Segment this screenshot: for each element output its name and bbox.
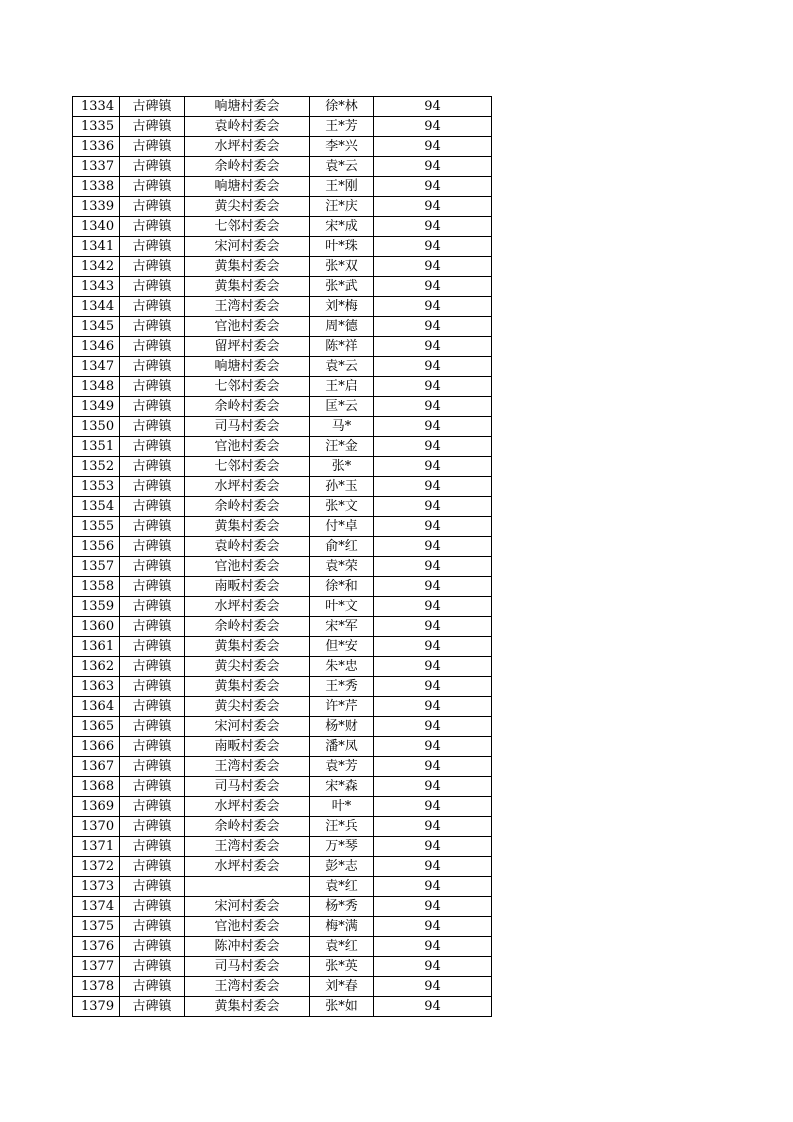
name-cell: 潘*凤 <box>310 737 374 757</box>
table-row <box>73 497 492 517</box>
town-cell: 古碑镇 <box>120 157 185 177</box>
row-number-cell: 1342 <box>73 257 120 277</box>
village-committee-cell: 余岭村委会 <box>185 817 310 837</box>
name-cell: 李*兴 <box>310 137 374 157</box>
name-cell: 陈*祥 <box>310 337 374 357</box>
table-row <box>73 617 492 637</box>
row-number-cell: 1338 <box>73 177 120 197</box>
table-row <box>73 137 492 157</box>
score-cell: 94 <box>374 657 492 677</box>
village-committee-cell: 响塘村委会 <box>185 97 310 117</box>
village-committee-cell: 官池村委会 <box>185 557 310 577</box>
row-number-cell: 1372 <box>73 857 120 877</box>
town-cell: 古碑镇 <box>120 377 185 397</box>
row-number-cell: 1349 <box>73 397 120 417</box>
score-cell: 94 <box>374 497 492 517</box>
name-cell: 周*德 <box>310 317 374 337</box>
row-number-cell: 1336 <box>73 137 120 157</box>
row-number-cell: 1362 <box>73 657 120 677</box>
row-number-cell: 1352 <box>73 457 120 477</box>
row-number-cell: 1343 <box>73 277 120 297</box>
village-committee-cell: 留坪村委会 <box>185 337 310 357</box>
score-cell: 94 <box>374 897 492 917</box>
score-cell: 94 <box>374 337 492 357</box>
village-committee-cell: 七邻村委会 <box>185 217 310 237</box>
town-cell: 古碑镇 <box>120 697 185 717</box>
row-number-cell: 1357 <box>73 557 120 577</box>
table-row <box>73 657 492 677</box>
row-number-cell: 1363 <box>73 677 120 697</box>
name-cell: 宋*成 <box>310 217 374 237</box>
score-cell: 94 <box>374 997 492 1017</box>
name-cell: 汪*金 <box>310 437 374 457</box>
row-number-cell: 1376 <box>73 937 120 957</box>
table-row <box>73 217 492 237</box>
village-committee-cell: 水坪村委会 <box>185 797 310 817</box>
table-row <box>73 437 492 457</box>
score-cell: 94 <box>374 797 492 817</box>
town-cell: 古碑镇 <box>120 977 185 997</box>
row-number-cell: 1375 <box>73 917 120 937</box>
town-cell: 古碑镇 <box>120 777 185 797</box>
table-row <box>73 577 492 597</box>
row-number-cell: 1371 <box>73 837 120 857</box>
village-committee-cell: 黄集村委会 <box>185 277 310 297</box>
town-cell: 古碑镇 <box>120 717 185 737</box>
name-cell: 王*芳 <box>310 117 374 137</box>
row-number-cell: 1358 <box>73 577 120 597</box>
row-number-cell: 1365 <box>73 717 120 737</box>
table-row <box>73 537 492 557</box>
village-committee-cell: 七邻村委会 <box>185 377 310 397</box>
town-cell: 古碑镇 <box>120 137 185 157</box>
village-committee-cell: 黄尖村委会 <box>185 197 310 217</box>
town-cell: 古碑镇 <box>120 857 185 877</box>
town-cell: 古碑镇 <box>120 737 185 757</box>
name-cell: 汪*兵 <box>310 817 374 837</box>
table-row <box>73 937 492 957</box>
name-cell: 朱*忠 <box>310 657 374 677</box>
score-cell: 94 <box>374 397 492 417</box>
name-cell: 袁*芳 <box>310 757 374 777</box>
table-row <box>73 777 492 797</box>
village-committee-cell: 王湾村委会 <box>185 757 310 777</box>
score-cell: 94 <box>374 537 492 557</box>
row-number-cell: 1339 <box>73 197 120 217</box>
table-row <box>73 897 492 917</box>
row-number-cell: 1340 <box>73 217 120 237</box>
town-cell: 古碑镇 <box>120 477 185 497</box>
name-cell: 张*武 <box>310 277 374 297</box>
table-row <box>73 697 492 717</box>
name-cell: 梅*满 <box>310 917 374 937</box>
table-body <box>73 97 492 1017</box>
score-cell: 94 <box>374 357 492 377</box>
village-committee-cell: 黄尖村委会 <box>185 657 310 677</box>
village-committee-cell: 袁岭村委会 <box>185 117 310 137</box>
village-committee-cell: 黄集村委会 <box>185 677 310 697</box>
town-cell: 古碑镇 <box>120 557 185 577</box>
score-cell: 94 <box>374 477 492 497</box>
name-cell: 付*卓 <box>310 517 374 537</box>
name-cell: 张* <box>310 457 374 477</box>
score-cell: 94 <box>374 577 492 597</box>
village-committee-cell: 响塘村委会 <box>185 357 310 377</box>
town-cell: 古碑镇 <box>120 497 185 517</box>
row-number-cell: 1346 <box>73 337 120 357</box>
table-row <box>73 757 492 777</box>
village-committee-cell: 南畈村委会 <box>185 737 310 757</box>
name-cell: 杨*秀 <box>310 897 374 917</box>
village-committee-cell: 余岭村委会 <box>185 497 310 517</box>
name-cell: 叶*珠 <box>310 237 374 257</box>
row-number-cell: 1348 <box>73 377 120 397</box>
town-cell: 古碑镇 <box>120 297 185 317</box>
town-cell: 古碑镇 <box>120 797 185 817</box>
table-row <box>73 277 492 297</box>
row-number-cell: 1373 <box>73 877 120 897</box>
town-cell: 古碑镇 <box>120 877 185 897</box>
score-cell: 94 <box>374 637 492 657</box>
town-cell: 古碑镇 <box>120 237 185 257</box>
table-row <box>73 797 492 817</box>
row-number-cell: 1360 <box>73 617 120 637</box>
row-number-cell: 1361 <box>73 637 120 657</box>
row-number-cell: 1367 <box>73 757 120 777</box>
village-committee-cell: 水坪村委会 <box>185 477 310 497</box>
name-cell: 王*启 <box>310 377 374 397</box>
table-row <box>73 257 492 277</box>
name-cell: 张*如 <box>310 997 374 1017</box>
table-row <box>73 717 492 737</box>
score-cell: 94 <box>374 837 492 857</box>
score-cell: 94 <box>374 377 492 397</box>
score-cell: 94 <box>374 817 492 837</box>
village-committee-cell: 宋河村委会 <box>185 717 310 737</box>
row-number-cell: 1341 <box>73 237 120 257</box>
score-cell: 94 <box>374 937 492 957</box>
village-committee-cell: 宋河村委会 <box>185 237 310 257</box>
town-cell: 古碑镇 <box>120 197 185 217</box>
table-row <box>73 397 492 417</box>
row-number-cell: 1364 <box>73 697 120 717</box>
row-number-cell: 1353 <box>73 477 120 497</box>
row-number-cell: 1368 <box>73 777 120 797</box>
name-cell: 张*文 <box>310 497 374 517</box>
name-cell: 徐*林 <box>310 97 374 117</box>
score-cell: 94 <box>374 757 492 777</box>
table-row <box>73 917 492 937</box>
score-cell: 94 <box>374 597 492 617</box>
score-cell: 94 <box>374 977 492 997</box>
village-committee-cell: 官池村委会 <box>185 917 310 937</box>
row-number-cell: 1350 <box>73 417 120 437</box>
town-cell: 古碑镇 <box>120 277 185 297</box>
village-committee-cell: 王湾村委会 <box>185 297 310 317</box>
name-cell: 袁*云 <box>310 157 374 177</box>
town-cell: 古碑镇 <box>120 597 185 617</box>
row-number-cell: 1356 <box>73 537 120 557</box>
score-cell: 94 <box>374 717 492 737</box>
score-cell: 94 <box>374 777 492 797</box>
score-cell: 94 <box>374 957 492 977</box>
data-table <box>72 96 492 1017</box>
town-cell: 古碑镇 <box>120 757 185 777</box>
name-cell: 叶*文 <box>310 597 374 617</box>
town-cell: 古碑镇 <box>120 837 185 857</box>
table-row <box>73 997 492 1017</box>
name-cell: 宋*森 <box>310 777 374 797</box>
town-cell: 古碑镇 <box>120 617 185 637</box>
village-committee-cell: 七邻村委会 <box>185 457 310 477</box>
village-committee-cell: 黄尖村委会 <box>185 697 310 717</box>
village-committee-cell: 南畈村委会 <box>185 577 310 597</box>
score-cell: 94 <box>374 457 492 477</box>
town-cell: 古碑镇 <box>120 817 185 837</box>
town-cell: 古碑镇 <box>120 637 185 657</box>
score-cell: 94 <box>374 117 492 137</box>
row-number-cell: 1337 <box>73 157 120 177</box>
row-number-cell: 1377 <box>73 957 120 977</box>
name-cell: 王*刚 <box>310 177 374 197</box>
row-number-cell: 1345 <box>73 317 120 337</box>
village-committee-cell: 余岭村委会 <box>185 397 310 417</box>
row-number-cell: 1359 <box>73 597 120 617</box>
score-cell: 94 <box>374 217 492 237</box>
town-cell: 古碑镇 <box>120 937 185 957</box>
town-cell: 古碑镇 <box>120 257 185 277</box>
table-row <box>73 337 492 357</box>
score-cell: 94 <box>374 677 492 697</box>
score-cell: 94 <box>374 617 492 637</box>
table-row <box>73 357 492 377</box>
table-row <box>73 977 492 997</box>
name-cell: 彭*志 <box>310 857 374 877</box>
score-cell: 94 <box>374 917 492 937</box>
name-cell: 杨*财 <box>310 717 374 737</box>
row-number-cell: 1344 <box>73 297 120 317</box>
row-number-cell: 1354 <box>73 497 120 517</box>
table-row <box>73 117 492 137</box>
name-cell: 马* <box>310 417 374 437</box>
table-row <box>73 197 492 217</box>
town-cell: 古碑镇 <box>120 957 185 977</box>
village-committee-cell: 水坪村委会 <box>185 137 310 157</box>
town-cell: 古碑镇 <box>120 577 185 597</box>
table-row <box>73 97 492 117</box>
row-number-cell: 1378 <box>73 977 120 997</box>
village-committee-cell: 司马村委会 <box>185 777 310 797</box>
table-row <box>73 477 492 497</box>
table-row <box>73 737 492 757</box>
table-row <box>73 637 492 657</box>
village-committee-cell: 王湾村委会 <box>185 837 310 857</box>
score-cell: 94 <box>374 877 492 897</box>
village-committee-cell: 王湾村委会 <box>185 977 310 997</box>
table-row <box>73 177 492 197</box>
row-number-cell: 1366 <box>73 737 120 757</box>
table-row <box>73 417 492 437</box>
village-committee-cell: 水坪村委会 <box>185 857 310 877</box>
score-cell: 94 <box>374 417 492 437</box>
village-committee-cell: 官池村委会 <box>185 437 310 457</box>
row-number-cell: 1347 <box>73 357 120 377</box>
row-number-cell: 1334 <box>73 97 120 117</box>
village-committee-cell: 袁岭村委会 <box>185 537 310 557</box>
row-number-cell: 1335 <box>73 117 120 137</box>
table-row <box>73 517 492 537</box>
village-committee-cell: 黄集村委会 <box>185 517 310 537</box>
table-row <box>73 837 492 857</box>
village-committee-cell <box>185 877 310 897</box>
name-cell: 张*双 <box>310 257 374 277</box>
table-row <box>73 957 492 977</box>
row-number-cell: 1370 <box>73 817 120 837</box>
town-cell: 古碑镇 <box>120 897 185 917</box>
score-cell: 94 <box>374 257 492 277</box>
table-row <box>73 297 492 317</box>
score-cell: 94 <box>374 437 492 457</box>
score-cell: 94 <box>374 157 492 177</box>
name-cell: 匡*云 <box>310 397 374 417</box>
score-cell: 94 <box>374 197 492 217</box>
name-cell: 汪*庆 <box>310 197 374 217</box>
name-cell: 张*英 <box>310 957 374 977</box>
row-number-cell: 1379 <box>73 997 120 1017</box>
score-cell: 94 <box>374 177 492 197</box>
village-committee-cell: 司马村委会 <box>185 417 310 437</box>
name-cell: 宋*军 <box>310 617 374 637</box>
score-cell: 94 <box>374 297 492 317</box>
table-row <box>73 877 492 897</box>
table-row <box>73 857 492 877</box>
village-committee-cell: 司马村委会 <box>185 957 310 977</box>
table-row <box>73 597 492 617</box>
row-number-cell: 1351 <box>73 437 120 457</box>
village-committee-cell: 余岭村委会 <box>185 617 310 637</box>
name-cell: 袁*红 <box>310 937 374 957</box>
table-row <box>73 557 492 577</box>
town-cell: 古碑镇 <box>120 417 185 437</box>
town-cell: 古碑镇 <box>120 997 185 1017</box>
village-committee-cell: 官池村委会 <box>185 317 310 337</box>
table-row <box>73 377 492 397</box>
score-cell: 94 <box>374 137 492 157</box>
village-committee-cell: 宋河村委会 <box>185 897 310 917</box>
name-cell: 徐*和 <box>310 577 374 597</box>
village-committee-cell: 黄集村委会 <box>185 997 310 1017</box>
score-cell: 94 <box>374 857 492 877</box>
town-cell: 古碑镇 <box>120 357 185 377</box>
village-committee-cell: 余岭村委会 <box>185 157 310 177</box>
table-row <box>73 237 492 257</box>
town-cell: 古碑镇 <box>120 217 185 237</box>
score-cell: 94 <box>374 237 492 257</box>
score-cell: 94 <box>374 557 492 577</box>
village-committee-cell: 陈冲村委会 <box>185 937 310 957</box>
town-cell: 古碑镇 <box>120 457 185 477</box>
score-cell: 94 <box>374 737 492 757</box>
table-row <box>73 157 492 177</box>
name-cell: 孙*玉 <box>310 477 374 497</box>
village-committee-cell: 响塘村委会 <box>185 177 310 197</box>
village-committee-cell: 水坪村委会 <box>185 597 310 617</box>
town-cell: 古碑镇 <box>120 177 185 197</box>
name-cell: 刘*梅 <box>310 297 374 317</box>
name-cell: 袁*荣 <box>310 557 374 577</box>
table-row <box>73 457 492 477</box>
table-row <box>73 677 492 697</box>
score-cell: 94 <box>374 97 492 117</box>
town-cell: 古碑镇 <box>120 677 185 697</box>
town-cell: 古碑镇 <box>120 917 185 937</box>
table-row <box>73 317 492 337</box>
town-cell: 古碑镇 <box>120 657 185 677</box>
name-cell: 袁*云 <box>310 357 374 377</box>
name-cell: 许*芹 <box>310 697 374 717</box>
town-cell: 古碑镇 <box>120 537 185 557</box>
town-cell: 古碑镇 <box>120 317 185 337</box>
table-row <box>73 817 492 837</box>
village-committee-cell: 黄集村委会 <box>185 257 310 277</box>
name-cell: 俞*红 <box>310 537 374 557</box>
name-cell: 刘*春 <box>310 977 374 997</box>
name-cell: 但*安 <box>310 637 374 657</box>
town-cell: 古碑镇 <box>120 337 185 357</box>
village-committee-cell: 黄集村委会 <box>185 637 310 657</box>
name-cell: 叶* <box>310 797 374 817</box>
row-number-cell: 1355 <box>73 517 120 537</box>
row-number-cell: 1369 <box>73 797 120 817</box>
score-cell: 94 <box>374 317 492 337</box>
score-cell: 94 <box>374 697 492 717</box>
row-number-cell: 1374 <box>73 897 120 917</box>
town-cell: 古碑镇 <box>120 437 185 457</box>
town-cell: 古碑镇 <box>120 97 185 117</box>
score-cell: 94 <box>374 517 492 537</box>
name-cell: 万*琴 <box>310 837 374 857</box>
score-cell: 94 <box>374 277 492 297</box>
town-cell: 古碑镇 <box>120 397 185 417</box>
town-cell: 古碑镇 <box>120 117 185 137</box>
name-cell: 袁*红 <box>310 877 374 897</box>
town-cell: 古碑镇 <box>120 517 185 537</box>
name-cell: 王*秀 <box>310 677 374 697</box>
